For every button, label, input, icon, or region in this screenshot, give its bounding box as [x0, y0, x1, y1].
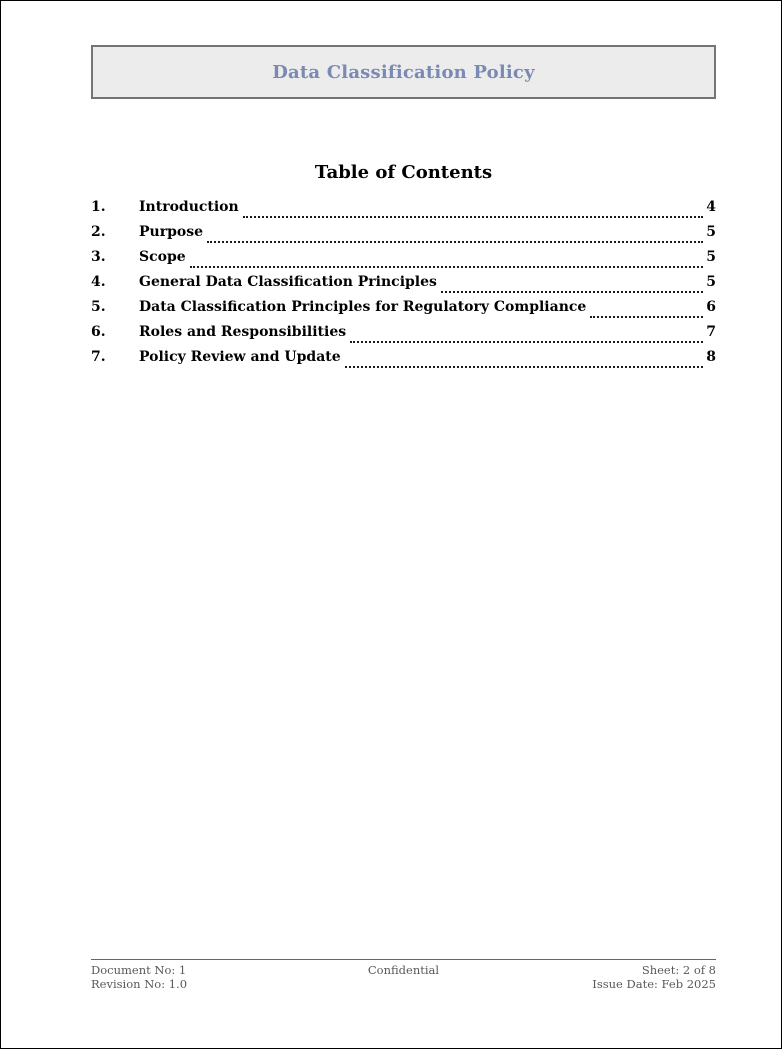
toc-entry-page: 8	[706, 349, 716, 365]
footer-confidential-label: Confidential	[367, 963, 440, 977]
toc-entry-page: 6	[706, 299, 716, 315]
footer-left	[91, 963, 299, 991]
toc-entry-number: 3.	[91, 249, 106, 265]
toc-entry-page: 5	[706, 224, 716, 240]
toc-entry-regulatory-compliance[interactable]	[91, 299, 716, 324]
toc-entry-number: 5.	[91, 299, 106, 315]
toc-entry-page: 5	[706, 274, 716, 290]
toc-entry-roles-and-responsibilities[interactable]	[91, 324, 716, 349]
toc-entry-page: 4	[706, 199, 716, 215]
dot-leader	[190, 266, 704, 268]
toc-entry-label: Introduction	[139, 199, 239, 215]
toc-entry-label: General Data Classification Principles	[139, 274, 437, 290]
toc-entry-number: 7.	[91, 349, 106, 365]
toc-entry-page: 7	[706, 324, 716, 340]
toc-entry-page: 5	[706, 249, 716, 265]
toc-entry-label: Purpose	[139, 224, 203, 240]
page-content	[91, 1, 716, 374]
toc-entry-number: 1.	[91, 199, 106, 215]
footer-right	[508, 963, 716, 991]
toc-entry-label: Data Classification Principles for Regulatory Compliance	[139, 299, 587, 315]
footer-issue-date: Issue Date: Feb 2025	[592, 977, 716, 991]
toc-entry-scope[interactable]	[91, 249, 716, 274]
toc-entry-number: 2.	[91, 224, 106, 240]
footer-sheet: Sheet: 2 of 8	[641, 963, 716, 977]
toc-entry-number: 4.	[91, 274, 106, 290]
footer-revision-no: Revision No: 1.0	[91, 977, 188, 991]
toc-entry-introduction[interactable]	[91, 199, 716, 224]
dot-leader	[350, 341, 703, 343]
page-footer	[91, 959, 716, 991]
footer-document-no: Document No: 1	[91, 963, 187, 977]
toc-list	[91, 199, 716, 374]
toc-entry-label: Scope	[139, 249, 186, 265]
dot-leader	[243, 216, 704, 218]
footer-center	[299, 963, 507, 991]
document-title: Data Classification Policy	[272, 61, 535, 83]
toc-heading: Table of Contents	[314, 162, 493, 183]
dot-leader	[590, 316, 703, 318]
toc-entry-label: Policy Review and Update	[139, 349, 341, 365]
toc-entry-purpose[interactable]	[91, 224, 716, 249]
dot-leader	[207, 241, 703, 243]
toc-entry-label: Roles and Responsibilities	[139, 324, 347, 340]
dot-leader	[345, 366, 704, 368]
toc-entry-policy-review-and-update[interactable]	[91, 349, 716, 374]
dot-leader	[441, 291, 703, 293]
toc-entry-number: 6.	[91, 324, 106, 340]
toc-entry-general-data-classification-principles[interactable]	[91, 274, 716, 299]
document-title-box	[91, 45, 716, 99]
